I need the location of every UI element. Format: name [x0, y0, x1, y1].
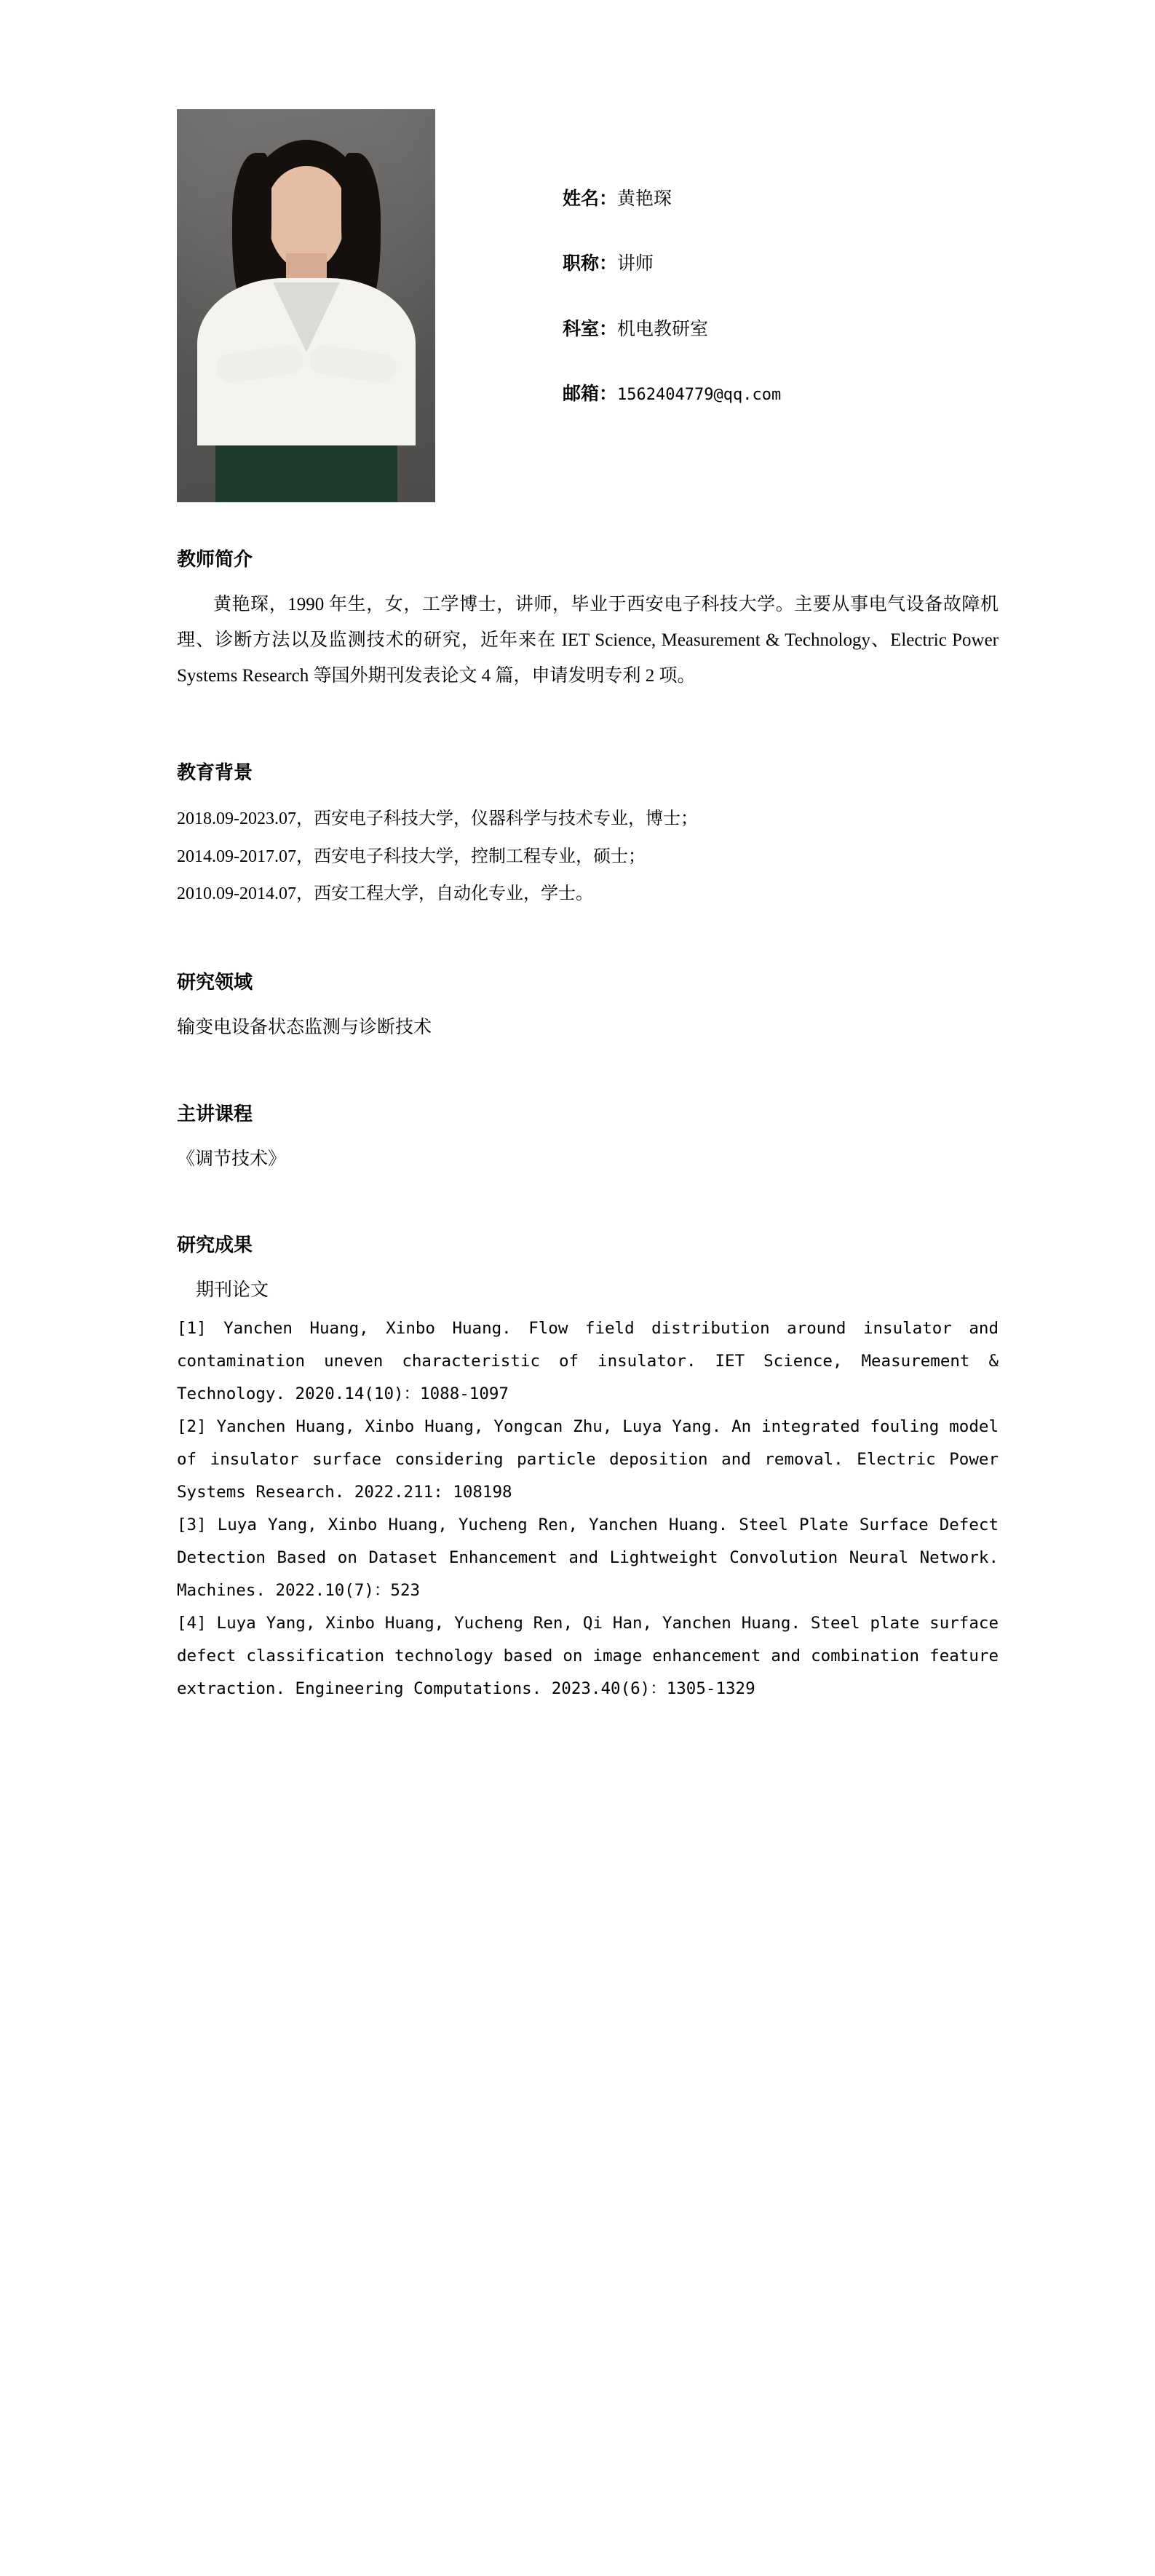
paper-item: [3] Luya Yang, Xinbo Huang, Yucheng Ren, Yanchen Huang. Steel Plate Surface Defect Detection Based on Dataset Enhancement and Lightweight Convolution Neural Network. Machines. 2022.10(7)：523: [177, 1515, 999, 1600]
portrait-skirt: [215, 437, 397, 502]
profile-field-name-value: 黄艳琛: [617, 189, 672, 209]
section-title-courses: 主讲课程: [177, 1102, 253, 1125]
spacer: [177, 1176, 999, 1188]
profile-field-department: [563, 318, 781, 341]
research-text: 输变电设备状态监测与诊断技术: [177, 1018, 432, 1038]
profile-field-department-label: 科室：: [563, 318, 618, 339]
teacher-photo: [177, 109, 435, 502]
profile-field-name-label: 姓名：: [563, 189, 618, 209]
profile-field-department-value: 机电教研室: [617, 319, 709, 339]
profile-field-title-value: 讲师: [617, 254, 654, 274]
section-title-research: 研究领域: [177, 971, 253, 994]
profile-field-email-value: 1562404779@qq.com: [617, 385, 782, 404]
spacer: [177, 704, 999, 716]
portrait-lapel: [273, 282, 340, 352]
section-title-intro: 教师简介: [177, 548, 253, 570]
education-item: 2018.09-2023.07，西安电子科技大学，仪器科学与技术专业，博士；: [177, 809, 698, 829]
paper-item: [4] Luya Yang, Xinbo Huang, Yucheng Ren, Qi Han, Yanchen Huang. Steel plate surface defect classification technology based on image enhancement and combination feature extraction. Engineering Computations. 2023.40(6)：1305-1329: [177, 1613, 999, 1698]
education-item: 2010.09-2014.07，西安工程大学，自动化专业，学士。: [177, 884, 593, 904]
profile-header: [0, 0, 1155, 502]
achievements-subtitle: 期刊论文: [196, 1280, 269, 1301]
profile-info: [563, 109, 781, 405]
intro-paragraph: 黄艳琛，1990 年生，女，工学博士，讲师，毕业于西安电子科技大学。主要从事电气设备故障机理、诊断方法以及监测技术的研究，近年来在 IET Science, Measurement & Technology、Electric Power Systems Research 等国外期刊发表论文 4 篇，申请发明专利 2 项。: [177, 595, 999, 686]
paper-item: [2] Yanchen Huang, Xinbo Huang, Yongcan Zhu, Luya Yang. An integrated fouling model of insulator surface considering particle deposition and removal. Electric Power Systems Research. 2022.211: 108198: [177, 1416, 999, 1502]
section-title-achievements: 研究成果: [177, 1234, 253, 1256]
paper-item: [1] Yanchen Huang, Xinbo Huang. Flow field distribution around insulator and contamination uneven characteristic of insulator. IET Science, Measurement & Technology. 2020.14(10)：1088-1097: [177, 1318, 999, 1403]
profile-field-email: [563, 383, 781, 405]
profile-field-title: [563, 253, 781, 275]
profile-field-email-label: 邮箱：: [563, 383, 618, 404]
courses-text: 《调节技术》: [177, 1149, 287, 1169]
document-body: [0, 502, 1155, 1705]
spacer: [177, 914, 999, 925]
section-title-education: 教育背景: [177, 761, 253, 784]
education-item: 2014.09-2017.07，西安电子科技大学，控制工程专业，硕士；: [177, 847, 646, 866]
profile-field-name: [563, 188, 781, 210]
spacer: [177, 1045, 999, 1057]
portrait-image: [177, 109, 435, 502]
profile-field-title-label: 职称：: [563, 253, 618, 274]
